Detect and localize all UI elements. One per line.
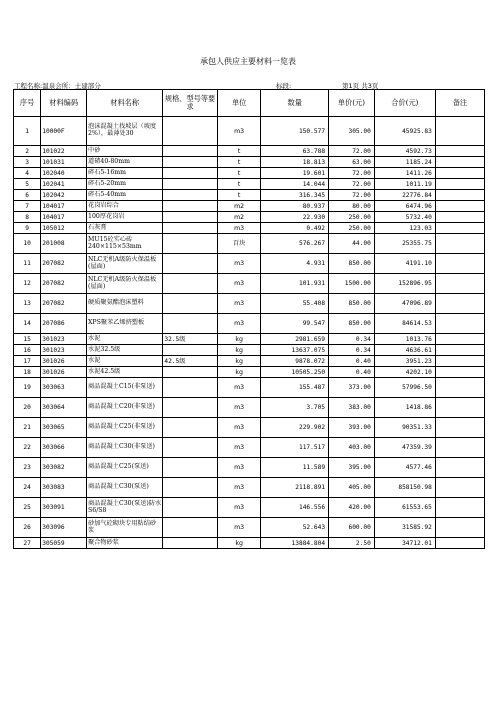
header-unit: 单位 bbox=[217, 90, 261, 117]
cell-spec bbox=[163, 438, 218, 458]
cell-note bbox=[435, 356, 484, 367]
cell-note bbox=[435, 538, 484, 549]
cell-total: 3951.23 bbox=[374, 356, 435, 367]
cell-name: 水泥 bbox=[87, 356, 163, 367]
cell-price: 2.50 bbox=[329, 538, 375, 549]
cell-qty: 2981.659 bbox=[261, 334, 329, 345]
cell-note bbox=[435, 498, 484, 518]
cell-spec bbox=[163, 367, 218, 378]
table-row bbox=[14, 146, 485, 157]
cell-name: 石灰膏 bbox=[87, 223, 163, 234]
header-spec: 规格、型号等要求 bbox=[163, 90, 218, 117]
cell-spec bbox=[163, 458, 218, 478]
cell-spec bbox=[163, 478, 218, 498]
section-label: 标段: bbox=[276, 82, 292, 90]
cell-spec bbox=[163, 179, 218, 190]
cell-spec bbox=[163, 418, 218, 438]
cell-qty: 576.267 bbox=[261, 234, 329, 254]
cell-code: 301026 bbox=[41, 356, 87, 367]
cell-unit: m3 bbox=[217, 478, 261, 498]
document-title: 承包人供应主要材料一览表 bbox=[200, 57, 296, 66]
cell-price: 403.00 bbox=[329, 438, 375, 458]
cell-note bbox=[435, 254, 484, 274]
cell-spec bbox=[163, 223, 218, 234]
cell-qty: 10505.250 bbox=[261, 367, 329, 378]
cell-code: 301023 bbox=[41, 345, 87, 356]
cell-unit: kg bbox=[217, 356, 261, 367]
cell-name: 道碴40-80mm bbox=[87, 157, 163, 168]
cell-no: 22 bbox=[14, 438, 41, 458]
cell-spec bbox=[163, 274, 218, 294]
table-row bbox=[14, 458, 485, 478]
header-name: 材料名称 bbox=[87, 90, 163, 117]
cell-code: 301023 bbox=[41, 334, 87, 345]
cell-qty: 55.408 bbox=[261, 294, 329, 314]
cell-spec bbox=[163, 190, 218, 201]
cell-code: 102042 bbox=[41, 190, 87, 201]
cell-qty: 229.902 bbox=[261, 418, 329, 438]
cell-name: 商品混凝土C30(非泵送) bbox=[87, 438, 163, 458]
table-row bbox=[14, 294, 485, 314]
cell-price: 405.00 bbox=[329, 478, 375, 498]
cell-no: 6 bbox=[14, 190, 41, 201]
cell-spec bbox=[163, 254, 218, 274]
cell-name: 商品混凝土C20(非泵送) bbox=[87, 398, 163, 418]
cell-no: 24 bbox=[14, 478, 41, 498]
cell-price: 383.00 bbox=[329, 398, 375, 418]
cell-total: 858150.98 bbox=[374, 478, 435, 498]
cell-note bbox=[435, 168, 484, 179]
cell-price: 72.00 bbox=[329, 146, 375, 157]
cell-unit: m3 bbox=[217, 518, 261, 538]
cell-total: 5732.40 bbox=[374, 212, 435, 223]
cell-code: 303065 bbox=[41, 418, 87, 438]
cell-note bbox=[435, 314, 484, 334]
cell-name: 商品混凝土C30(泵送) bbox=[87, 478, 163, 498]
cell-spec bbox=[163, 157, 218, 168]
cell-name: 水泥32.5级 bbox=[87, 345, 163, 356]
cell-price: 0.40 bbox=[329, 356, 375, 367]
cell-no: 18 bbox=[14, 367, 41, 378]
cell-note bbox=[435, 418, 484, 438]
cell-price: 393.00 bbox=[329, 418, 375, 438]
cell-no: 16 bbox=[14, 345, 41, 356]
cell-price: 850.00 bbox=[329, 314, 375, 334]
cell-total: 4191.10 bbox=[374, 254, 435, 274]
table-row bbox=[14, 356, 485, 367]
cell-code: 301026 bbox=[41, 367, 87, 378]
cell-price: 72.00 bbox=[329, 190, 375, 201]
cell-total: 47096.89 bbox=[374, 294, 435, 314]
cell-code: 105012 bbox=[41, 223, 87, 234]
cell-code: 305059 bbox=[41, 538, 87, 549]
cell-unit: m3 bbox=[217, 438, 261, 458]
cell-total: 47359.39 bbox=[374, 438, 435, 458]
cell-price: 0.34 bbox=[329, 334, 375, 345]
cell-name: 商品混凝土C25(泵送) bbox=[87, 458, 163, 478]
cell-total: 4202.10 bbox=[374, 367, 435, 378]
cell-name: 碎石5-20mm bbox=[87, 179, 163, 190]
cell-name: NLC无机A级防火保温板(屋面) bbox=[87, 254, 163, 274]
cell-unit: m3 bbox=[217, 314, 261, 334]
cell-price: 63.00 bbox=[329, 157, 375, 168]
cell-name: 碎石5-16mm bbox=[87, 168, 163, 179]
cell-note bbox=[435, 478, 484, 498]
cell-unit: kg bbox=[217, 334, 261, 345]
cell-price: 395.00 bbox=[329, 458, 375, 478]
cell-unit: m2 bbox=[217, 201, 261, 212]
cell-price: 250.00 bbox=[329, 212, 375, 223]
cell-qty: 155.487 bbox=[261, 378, 329, 398]
cell-no: 5 bbox=[14, 179, 41, 190]
cell-spec bbox=[163, 538, 218, 549]
cell-code: 102041 bbox=[41, 179, 87, 190]
cell-total: 4592.73 bbox=[374, 146, 435, 157]
cell-name: 商品混凝土C30(泵送)防水S6/S8 bbox=[87, 498, 163, 518]
cell-qty: 117.517 bbox=[261, 438, 329, 458]
cell-unit: t bbox=[217, 179, 261, 190]
cell-qty: 101.931 bbox=[261, 274, 329, 294]
cell-qty: 2118.891 bbox=[261, 478, 329, 498]
cell-no: 7 bbox=[14, 201, 41, 212]
cell-code: 201008 bbox=[41, 234, 87, 254]
cell-no: 27 bbox=[14, 538, 41, 549]
cell-price: 44.00 bbox=[329, 234, 375, 254]
header-price: 单价(元) bbox=[329, 90, 375, 117]
cell-total: 22776.84 bbox=[374, 190, 435, 201]
cell-total: 1013.76 bbox=[374, 334, 435, 345]
table-row bbox=[14, 378, 485, 398]
cell-name: XPS聚苯乙烯挤塑板 bbox=[87, 314, 163, 334]
cell-price: 0.34 bbox=[329, 345, 375, 356]
cell-total: 1185.24 bbox=[374, 157, 435, 168]
cell-price: 850.00 bbox=[329, 294, 375, 314]
table-row bbox=[14, 538, 485, 549]
cell-qty: 52.643 bbox=[261, 518, 329, 538]
cell-qty: 150.577 bbox=[261, 117, 329, 146]
cell-unit: 百块 bbox=[217, 234, 261, 254]
cell-name: 水泥42.5级 bbox=[87, 367, 163, 378]
header-note: 备注 bbox=[435, 90, 484, 117]
cell-no: 14 bbox=[14, 314, 41, 334]
cell-price: 850.00 bbox=[329, 254, 375, 274]
table-row bbox=[14, 478, 485, 498]
cell-code: 303066 bbox=[41, 438, 87, 458]
cell-total: 84614.53 bbox=[374, 314, 435, 334]
cell-name: 花岗岩综合 bbox=[87, 201, 163, 212]
cell-code: 303063 bbox=[41, 378, 87, 398]
cell-unit: m3 bbox=[217, 294, 261, 314]
cell-name: NLC无机A级防火保温板(屋面) bbox=[87, 274, 163, 294]
table-header-row bbox=[14, 90, 485, 117]
cell-code: 104017 bbox=[41, 201, 87, 212]
cell-total: 4577.46 bbox=[374, 458, 435, 478]
cell-price: 305.00 bbox=[329, 117, 375, 146]
cell-price: 373.00 bbox=[329, 378, 375, 398]
materials-table bbox=[13, 89, 485, 549]
cell-no: 17 bbox=[14, 356, 41, 367]
cell-no: 25 bbox=[14, 498, 41, 518]
cell-spec bbox=[163, 146, 218, 157]
cell-note bbox=[435, 345, 484, 356]
cell-spec bbox=[163, 212, 218, 223]
cell-note bbox=[435, 179, 484, 190]
cell-note bbox=[435, 438, 484, 458]
cell-name: 碎石5-40mm bbox=[87, 190, 163, 201]
cell-code: 207082 bbox=[41, 294, 87, 314]
cell-name: 中砂 bbox=[87, 146, 163, 157]
cell-note bbox=[435, 334, 484, 345]
cell-qty: 0.492 bbox=[261, 223, 329, 234]
cell-no: 8 bbox=[14, 212, 41, 223]
cell-spec: 32.5级 bbox=[163, 334, 218, 345]
cell-no: 3 bbox=[14, 157, 41, 168]
cell-total: 90351.33 bbox=[374, 418, 435, 438]
cell-total: 57996.50 bbox=[374, 378, 435, 398]
table-row bbox=[14, 168, 485, 179]
cell-note bbox=[435, 201, 484, 212]
cell-qty: 9878.072 bbox=[261, 356, 329, 367]
cell-note bbox=[435, 518, 484, 538]
cell-no: 1 bbox=[14, 117, 41, 146]
cell-total: 1411.26 bbox=[374, 168, 435, 179]
cell-note bbox=[435, 294, 484, 314]
cell-code: 207082 bbox=[41, 274, 87, 294]
table-row bbox=[14, 234, 485, 254]
cell-qty: 22.930 bbox=[261, 212, 329, 223]
cell-total: 45925.83 bbox=[374, 117, 435, 146]
cell-unit: m3 bbox=[217, 418, 261, 438]
table-row bbox=[14, 179, 485, 190]
cell-no: 2 bbox=[14, 146, 41, 157]
cell-price: 72.00 bbox=[329, 168, 375, 179]
cell-code: 104017 bbox=[41, 212, 87, 223]
cell-no: 12 bbox=[14, 274, 41, 294]
cell-spec bbox=[163, 378, 218, 398]
table-row bbox=[14, 212, 485, 223]
cell-total: 123.03 bbox=[374, 223, 435, 234]
cell-note bbox=[435, 117, 484, 146]
header-qty: 数量 bbox=[261, 90, 329, 117]
cell-code: 102040 bbox=[41, 168, 87, 179]
cell-unit: m3 bbox=[217, 223, 261, 234]
table-row bbox=[14, 190, 485, 201]
cell-spec bbox=[163, 518, 218, 538]
table-row bbox=[14, 438, 485, 458]
cell-spec bbox=[163, 345, 218, 356]
cell-price: 72.00 bbox=[329, 179, 375, 190]
cell-spec bbox=[163, 294, 218, 314]
table-row bbox=[14, 157, 485, 168]
cell-name: 商品混凝土C25(非泵送) bbox=[87, 418, 163, 438]
cell-spec bbox=[163, 314, 218, 334]
cell-note bbox=[435, 458, 484, 478]
cell-note bbox=[435, 234, 484, 254]
cell-total: 1011.19 bbox=[374, 179, 435, 190]
cell-no: 4 bbox=[14, 168, 41, 179]
cell-qty: 18.813 bbox=[261, 157, 329, 168]
table-row bbox=[14, 345, 485, 356]
cell-unit: m3 bbox=[217, 398, 261, 418]
cell-no: 26 bbox=[14, 518, 41, 538]
cell-name: MU15砼实心砖240×115×53mm bbox=[87, 234, 163, 254]
cell-spec bbox=[163, 398, 218, 418]
cell-code: 303083 bbox=[41, 478, 87, 498]
cell-unit: m3 bbox=[217, 498, 261, 518]
cell-qty: 146.556 bbox=[261, 498, 329, 518]
cell-note bbox=[435, 367, 484, 378]
cell-note bbox=[435, 378, 484, 398]
cell-no: 20 bbox=[14, 398, 41, 418]
cell-unit: t bbox=[217, 190, 261, 201]
table-row bbox=[14, 274, 485, 294]
cell-no: 15 bbox=[14, 334, 41, 345]
cell-qty: 4.931 bbox=[261, 254, 329, 274]
cell-note bbox=[435, 190, 484, 201]
cell-qty: 63.788 bbox=[261, 146, 329, 157]
cell-unit: m3 bbox=[217, 378, 261, 398]
cell-note bbox=[435, 212, 484, 223]
cell-unit: m3 bbox=[217, 458, 261, 478]
table-row bbox=[14, 398, 485, 418]
cell-code: 101031 bbox=[41, 157, 87, 168]
cell-name: 硬质聚氨酯泡沫塑料 bbox=[87, 294, 163, 314]
cell-no: 19 bbox=[14, 378, 41, 398]
cell-qty: 80.937 bbox=[261, 201, 329, 212]
cell-no: 9 bbox=[14, 223, 41, 234]
table-row bbox=[14, 498, 485, 518]
cell-unit: m3 bbox=[217, 254, 261, 274]
cell-no: 13 bbox=[14, 294, 41, 314]
cell-qty: 3.705 bbox=[261, 398, 329, 418]
cell-price: 420.00 bbox=[329, 498, 375, 518]
cell-qty: 99.547 bbox=[261, 314, 329, 334]
cell-price: 0.40 bbox=[329, 367, 375, 378]
cell-spec bbox=[163, 234, 218, 254]
cell-code: 303082 bbox=[41, 458, 87, 478]
cell-qty: 316.345 bbox=[261, 190, 329, 201]
table-row bbox=[14, 367, 485, 378]
header-code: 材料编码 bbox=[41, 90, 87, 117]
table-row bbox=[14, 254, 485, 274]
header-no: 序号 bbox=[14, 90, 41, 117]
cell-unit: kg bbox=[217, 538, 261, 549]
header-total: 合价(元) bbox=[374, 90, 435, 117]
cell-name: 聚合物砂浆 bbox=[87, 538, 163, 549]
cell-unit: m2 bbox=[217, 212, 261, 223]
cell-spec bbox=[163, 117, 218, 146]
cell-price: 80.00 bbox=[329, 201, 375, 212]
cell-unit: t bbox=[217, 168, 261, 179]
table-row bbox=[14, 314, 485, 334]
cell-spec bbox=[163, 168, 218, 179]
cell-code: 303096 bbox=[41, 518, 87, 538]
cell-no: 23 bbox=[14, 458, 41, 478]
cell-code: 207082 bbox=[41, 254, 87, 274]
cell-qty: 13637.075 bbox=[261, 345, 329, 356]
table-row bbox=[14, 334, 485, 345]
cell-name: 商品混凝土C15(非泵送) bbox=[87, 378, 163, 398]
cell-note bbox=[435, 274, 484, 294]
cell-total: 1418.86 bbox=[374, 398, 435, 418]
table-row bbox=[14, 418, 485, 438]
table-row bbox=[14, 223, 485, 234]
table-row bbox=[14, 518, 485, 538]
cell-code: 303091 bbox=[41, 498, 87, 518]
cell-price: 600.00 bbox=[329, 518, 375, 538]
cell-unit: t bbox=[217, 146, 261, 157]
cell-code: 10000F bbox=[41, 117, 87, 146]
page-info: 第1页 共3页 bbox=[342, 82, 379, 90]
cell-total: 31585.92 bbox=[374, 518, 435, 538]
cell-note bbox=[435, 223, 484, 234]
cell-spec: 42.5级 bbox=[163, 356, 218, 367]
cell-code: 207086 bbox=[41, 314, 87, 334]
cell-total: 25355.75 bbox=[374, 234, 435, 254]
cell-total: 4636.61 bbox=[374, 345, 435, 356]
cell-unit: kg bbox=[217, 367, 261, 378]
cell-note bbox=[435, 398, 484, 418]
cell-qty: 19.601 bbox=[261, 168, 329, 179]
cell-no: 21 bbox=[14, 418, 41, 438]
cell-no: 10 bbox=[14, 234, 41, 254]
project-name: 工程名称:温泉会所：土建部分 bbox=[14, 82, 101, 90]
cell-price: 250.00 bbox=[329, 223, 375, 234]
cell-unit: kg bbox=[217, 345, 261, 356]
cell-qty: 13884.804 bbox=[261, 538, 329, 549]
cell-unit: m3 bbox=[217, 274, 261, 294]
cell-unit: t bbox=[217, 157, 261, 168]
cell-name: 水泥 bbox=[87, 334, 163, 345]
cell-spec bbox=[163, 201, 218, 212]
cell-price: 1500.00 bbox=[329, 274, 375, 294]
cell-spec bbox=[163, 498, 218, 518]
cell-note bbox=[435, 157, 484, 168]
cell-code: 303064 bbox=[41, 398, 87, 418]
cell-qty: 11.589 bbox=[261, 458, 329, 478]
cell-name: 砂加气砼砌块专用粘结砂浆 bbox=[87, 518, 163, 538]
cell-qty: 14.044 bbox=[261, 179, 329, 190]
cell-code: 101022 bbox=[41, 146, 87, 157]
cell-name: 100厚花岗岩 bbox=[87, 212, 163, 223]
cell-total: 152896.95 bbox=[374, 274, 435, 294]
cell-unit: m3 bbox=[217, 117, 261, 146]
cell-total: 6474.96 bbox=[374, 201, 435, 212]
cell-name: 泡沫混凝土找坡层（坡度2%），最薄处30 bbox=[87, 117, 163, 146]
cell-total: 34712.01 bbox=[374, 538, 435, 549]
cell-total: 61553.65 bbox=[374, 498, 435, 518]
table-row bbox=[14, 117, 485, 146]
cell-no: 11 bbox=[14, 254, 41, 274]
table-row bbox=[14, 201, 485, 212]
cell-note bbox=[435, 146, 484, 157]
